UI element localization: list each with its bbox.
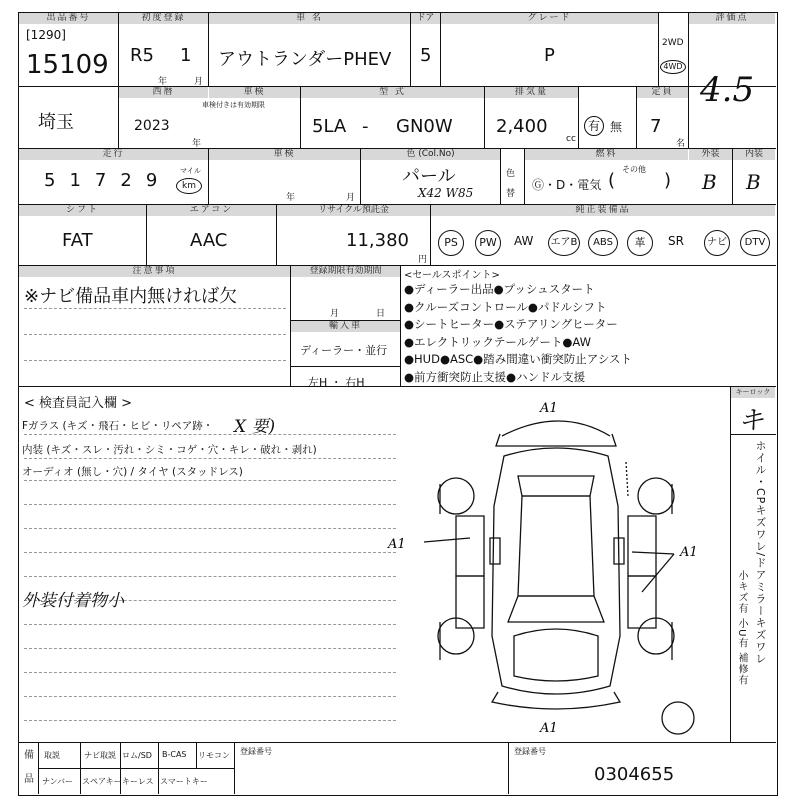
sales-point: ●シートヒーター●ステアリングヒーター <box>404 317 618 331</box>
steering: 左H ・ 右H <box>308 376 365 389</box>
header-displacement: 排気量 <box>485 87 578 98</box>
equip-navi: ナビ <box>704 230 730 256</box>
mileage-digits <box>44 170 171 191</box>
recycle: 11,380 <box>346 230 409 251</box>
score: 4.5 <box>700 70 755 110</box>
header-sales-points: <セールスポイント> <box>404 270 500 281</box>
header-car-name: 車 名 <box>209 13 410 24</box>
year: 2023 <box>134 118 170 134</box>
sales-points-list <box>404 281 632 386</box>
handwritten-note: 外装付着物小 <box>22 591 124 611</box>
sales-point: ●エレクトリックテールゲート●AW <box>404 334 592 349</box>
car-name: アウトランダーPHEV <box>218 49 392 70</box>
header-recycle: リサイクル預託金 <box>277 205 430 216</box>
bottom-label: 取説 <box>44 751 60 760</box>
equip-dtv: DTV <box>740 230 770 256</box>
model-prefix: 5LA <box>312 116 347 137</box>
reg-month: 月 <box>330 309 340 319</box>
inspector-heading: < 検査員記入欄 > <box>24 396 133 411</box>
drive-4wd: 4WD <box>660 60 686 74</box>
mileage-digit-3: 7 <box>94 170 121 191</box>
shift: FAT <box>62 230 93 251</box>
bottom-label: スペアキー <box>82 777 122 786</box>
unit-month: 月 <box>194 77 204 87</box>
equip-leather: 革 <box>627 230 653 256</box>
bottom-label: B-CAS <box>162 750 187 759</box>
shaken-note: 車検付きは有効期限 <box>202 101 265 109</box>
header-lot-no: 出品番号 <box>19 13 118 24</box>
bottom-label: ナビ取説 <box>84 751 116 760</box>
body-unit-year: 年 <box>286 193 296 203</box>
mileage-digit-4: 2 <box>120 170 146 191</box>
displacement: 2,400 <box>496 116 548 137</box>
bottom-label: ナンバー <box>42 777 74 786</box>
unit-year-2: 年 <box>192 139 202 149</box>
equip-airbag: エアB <box>548 230 580 256</box>
inspector-audio: オーディオ (無し・穴) / タイヤ (スタッドレス) <box>22 466 243 478</box>
import-label: 輸入車 <box>291 321 400 332</box>
header-key: キーロック <box>731 387 775 398</box>
inspector-fglass: Fガラス (キズ・飛石・ヒビ・リペア跡・ <box>22 420 214 432</box>
model-code: GN0W <box>396 116 453 137</box>
reg-day: 日 <box>376 309 386 319</box>
damage-mark-rear: A1 <box>540 401 558 416</box>
fuel-paren-open: ( <box>608 170 616 191</box>
color-code: X42 W85 <box>418 186 474 200</box>
equip-ps: PS <box>438 230 464 256</box>
header-body: 車検 <box>209 149 360 160</box>
lot-number: 15109 <box>26 50 109 80</box>
era-year: 1 <box>180 45 192 66</box>
sales-point: ●ディーラー出品●プッシュスタート <box>404 282 595 296</box>
exterior-grade: B <box>702 170 717 194</box>
inspector-interior: 内装 (キズ・スレ・汚れ・シミ・コゲ・穴・キレ・破れ・剥れ) <box>22 444 317 456</box>
bottom-label: キーレス <box>122 777 154 786</box>
header-fuel: 燃料 <box>525 149 688 160</box>
notes-text: ※ナビ備品車内無ければ欠 <box>24 286 238 307</box>
bottom-label: スマートキー <box>160 777 208 786</box>
sales-point: ●クルーズコントロール●パドルシフト <box>404 299 607 314</box>
header-interior: 内装 <box>733 149 775 160</box>
unit-cc: cc <box>566 134 576 144</box>
color-change-top: 色 <box>506 169 516 179</box>
fuel-options: Ⓖ・D・電気 <box>532 178 602 192</box>
car-roof-outline <box>518 496 594 596</box>
mileage-digit-2: 1 <box>69 170 95 191</box>
header-score: 評価点 <box>689 13 775 24</box>
aircon: AAC <box>190 230 228 251</box>
header-shaken: 車検 <box>209 87 300 98</box>
sales-point: ●前方衝突防止支援●ハンドル支援 <box>404 369 586 384</box>
unit-year: 年 <box>158 77 168 87</box>
lot-number-small: [1290] <box>26 28 66 42</box>
inspector-fglass-mark: X 要) <box>234 417 276 437</box>
header-equipment: 純正装備品 <box>431 205 775 216</box>
header-aircon: エアコン <box>147 205 276 216</box>
color-name: パール <box>402 166 456 187</box>
damage-mark-left: A1 <box>388 537 406 552</box>
equip-abs: ABS <box>588 230 618 256</box>
model-sep: - <box>362 116 369 137</box>
header-exterior: 外装 <box>689 149 732 160</box>
capacity: 7 <box>650 116 662 137</box>
import-type: ディーラー・並行 <box>300 344 388 357</box>
header-reg-deadline: 登録期限有効期間 <box>291 266 400 277</box>
equip-pw: PW <box>475 230 501 256</box>
area: 埼玉 <box>38 112 74 133</box>
header-doors: ドア <box>411 13 440 24</box>
body-unit-month: 月 <box>346 193 356 203</box>
reg-number: 0304655 <box>594 764 675 785</box>
key-value: キ <box>738 406 765 436</box>
owner-yes: 有 <box>584 116 604 136</box>
rear-bumper-outline <box>502 421 610 436</box>
mileage-unit-km: km <box>176 178 202 194</box>
left-mark-2: 品 <box>24 774 34 785</box>
owner-no: 無 <box>610 120 623 134</box>
mileage-digit-5: 9 <box>145 170 172 191</box>
header-year: 西暦 <box>119 87 208 98</box>
mileage-unit-miles: マイル <box>180 167 201 175</box>
drive-2wd: 2WD <box>662 38 684 48</box>
equip-sr: SR <box>668 234 684 248</box>
interior-grade: B <box>746 170 761 194</box>
equip-aw: AW <box>514 234 534 248</box>
left-mark-1: 備 <box>24 750 34 761</box>
header-capacity: 定員 <box>637 87 688 98</box>
unit-yen: 円 <box>418 255 428 265</box>
car-damage-diagram <box>388 396 726 742</box>
fuel-other: その他 <box>622 165 646 174</box>
header-grade: グレード <box>441 13 658 24</box>
damage-mark-right: A1 <box>680 545 698 560</box>
color-change-bottom: 替 <box>506 189 516 199</box>
grade: P <box>544 45 555 66</box>
unit-person: 名 <box>676 139 686 149</box>
header-reg-no-2: 登録番号 <box>514 747 546 756</box>
header-color: 色 (Col.No) <box>361 149 500 160</box>
sales-point: ●HUD●ASC●踏み間違い衝突防止アシスト <box>404 352 632 366</box>
bottom-label: リモコン <box>198 751 230 760</box>
fuel-paren-close: ) <box>664 170 672 191</box>
era: R5 <box>130 45 154 66</box>
header-first-reg: 初度登録 <box>119 13 208 24</box>
doors: 5 <box>420 45 432 66</box>
legend-vertical-1: ホイル・CPキズワレ/ドアミラーキズワレ <box>754 440 767 666</box>
header-notes: 注意事項 <box>19 266 290 277</box>
header-mileage: 走行 <box>19 149 208 160</box>
legend-vertical-2: 小キズ有 小U有 補修有 <box>736 570 747 686</box>
header-shift: シフト <box>19 205 146 216</box>
header-reg-no: 登録番号 <box>240 747 272 756</box>
damage-mark-front: A1 <box>540 721 558 736</box>
header-model: 型 式 <box>301 87 484 98</box>
car-body-outline <box>492 448 620 694</box>
mileage-digit-1: 5 <box>44 170 70 191</box>
bottom-label: ロム/SD <box>122 751 152 760</box>
